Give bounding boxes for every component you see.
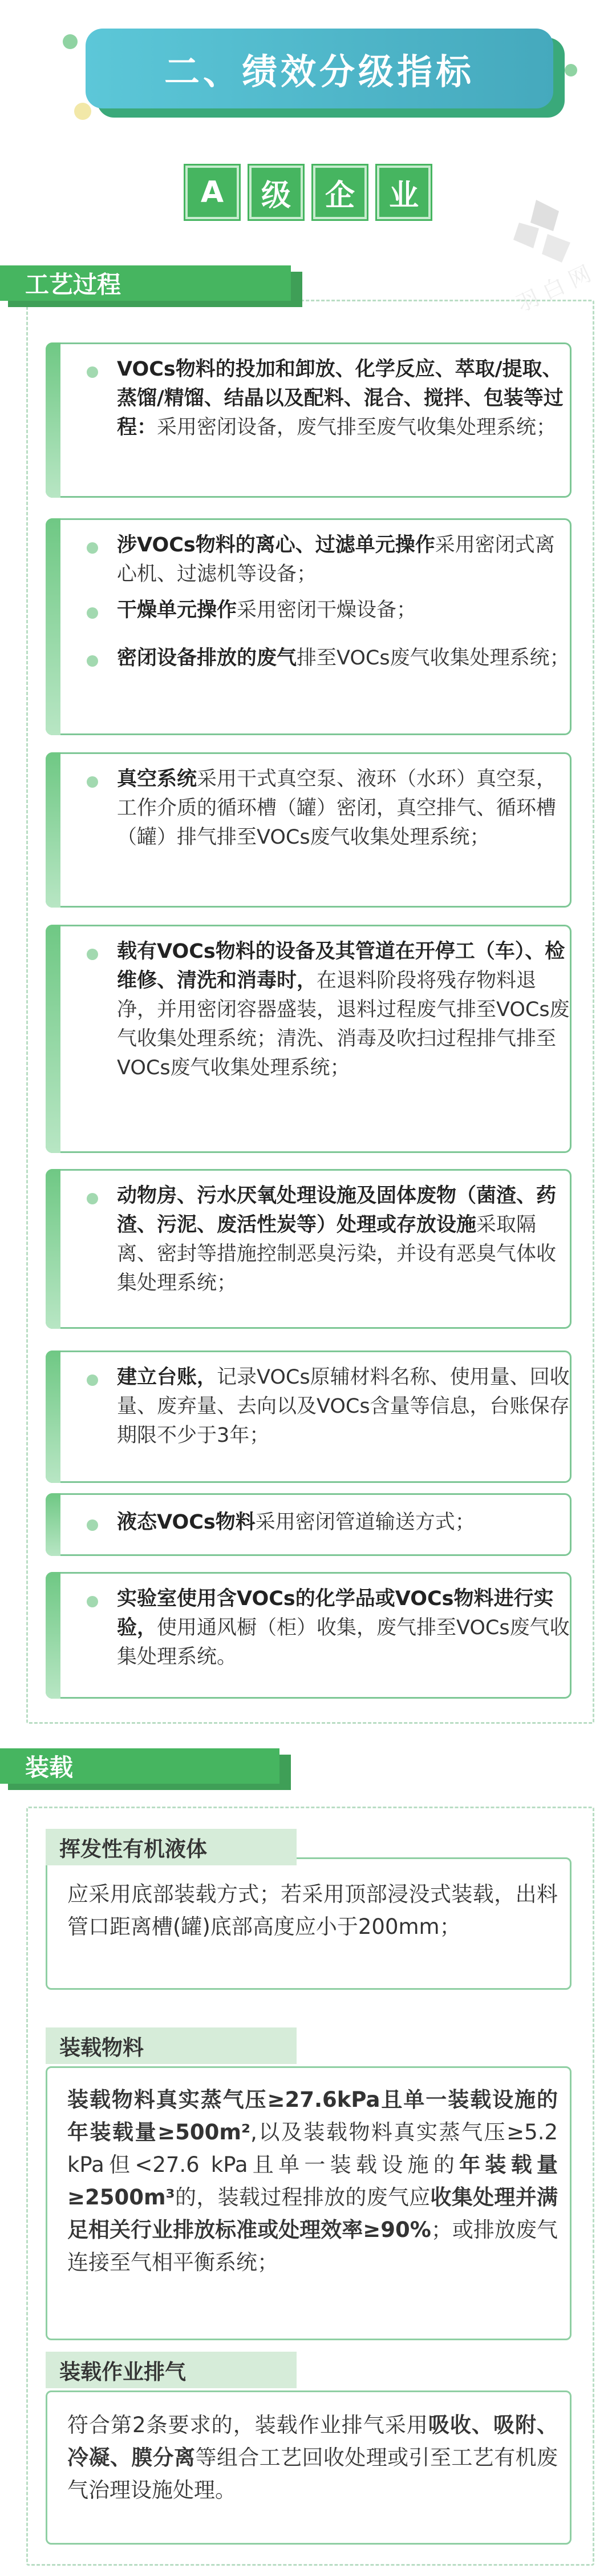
loading-subsection-text: 应采用底部装载方式；若采用顶部浸没式装载，出料管口距离槽(罐)底部高度应小于200mm； [67, 1882, 558, 1939]
page-title: 二、绩效分级指标 [86, 29, 553, 108]
bullet-icon [87, 1596, 98, 1607]
bullet-icon [87, 655, 98, 667]
grade-letter: 级 [249, 166, 303, 219]
card-accent [46, 1572, 60, 1699]
process-item: 建立台账，记录VOCs原辅材料名称、使用量、回收量、废弃量、去向以及VOCs含量等信息，台账保存期限不少于3年； [117, 1366, 570, 1447]
loading-subsection-label: 挥发性有机液体 [46, 1829, 297, 1865]
bullet-icon [87, 1374, 98, 1386]
process-item: 密闭设备排放的废气排至VOCs废气收集处理系统； [117, 647, 570, 670]
process-item: 液态VOCs物料采用密闭管道输送方式； [117, 1511, 475, 1534]
card-accent [46, 342, 60, 498]
loading-subsection-label: 装载作业排气 [46, 2352, 297, 2388]
grade-letter: 业 [377, 166, 431, 219]
loading-subsection-text: 符合第2条要求的，装载作业排气采用吸收、吸附、冷凝、膜分离等组合工艺回收处理或引至工艺有机废气治理设施处理。 [67, 2413, 558, 2502]
card-accent [46, 925, 60, 1153]
process-item: 涉VOCs物料的离心、过滤单元操作采用密闭式离心机、过滤机等设备； [117, 534, 555, 586]
decor-dot [74, 103, 91, 120]
bullet-icon [87, 542, 98, 554]
loading-tab: 装载 [0, 1748, 279, 1784]
process-item: 实验室使用含VOCs的化学品或VOCs物料进行实验，使用通风橱（柜）收集，废气排至VOCs废气收集处理系统。 [117, 1587, 570, 1668]
watermark-text: 羽 白 网 [512, 260, 595, 317]
process-item: 真空系统采用干式真空泵、液环（水环）真空泵，工作介质的循环槽（罐）密闭，真空排气、循环槽（罐）排气排至VOCs废气收集处理系统； [117, 768, 557, 849]
card-accent [46, 752, 60, 908]
bullet-icon [87, 607, 98, 619]
process-item: 动物房、污水厌氧处理设施及固体废物（菌渣、药渣、污泥、废活性炭等）处理或存放设施采取隔离、密封等措施控制恶臭污染，并设有恶臭气体收集处理系统； [117, 1184, 557, 1295]
bullet-icon [87, 1193, 98, 1204]
bullet-icon [87, 366, 98, 378]
process-item: 干燥单元操作采用密闭干燥设备； [117, 599, 417, 622]
decor-dot [63, 34, 78, 49]
loading-subsection-text: 装载物料真实蒸气压≥27.6kPa且单一装载设施的年装载量≥500m²,以及装载物料真实蒸气压≥5.2 kPa但<27.6 kPa且单一装载设施的年装载量≥2500m³的，装载过程排放的废气应收集处理并满足相关行业排放标准或处理效率≥90%；或排放废气连接至气相平衡系统； [67, 2087, 558, 2275]
bullet-icon [87, 776, 98, 788]
process-tab: 工艺过程 [0, 265, 291, 301]
grade-letter: 企 [313, 166, 367, 219]
decor-dot [565, 64, 577, 76]
grade-letter: A [185, 166, 239, 219]
card-accent [46, 1169, 60, 1329]
process-item: VOCs物料的投加和卸放、化学反应、萃取/提取、蒸馏/精馏、结晶以及配料、混合、搅拌、包装等过程：采用密闭设备，废气排至废气收集处理系统； [117, 358, 564, 439]
bullet-icon [87, 949, 98, 960]
loading-subsection-label: 装载物料 [46, 2027, 297, 2064]
card-accent [46, 1493, 60, 1556]
bullet-icon [87, 1519, 98, 1531]
process-item: 载有VOCs物料的设备及其管道在开停工（车）、检维修、清洗和消毒时，在退料阶段将残存物料退净，并用密闭容器盛装，退料过程废气排至VOCs废气收集处理系统；清洗、消毒及吹扫过程排气排至VOCs废气收集处理系统； [117, 940, 570, 1079]
card-accent [46, 518, 60, 735]
card-accent [46, 1351, 60, 1483]
